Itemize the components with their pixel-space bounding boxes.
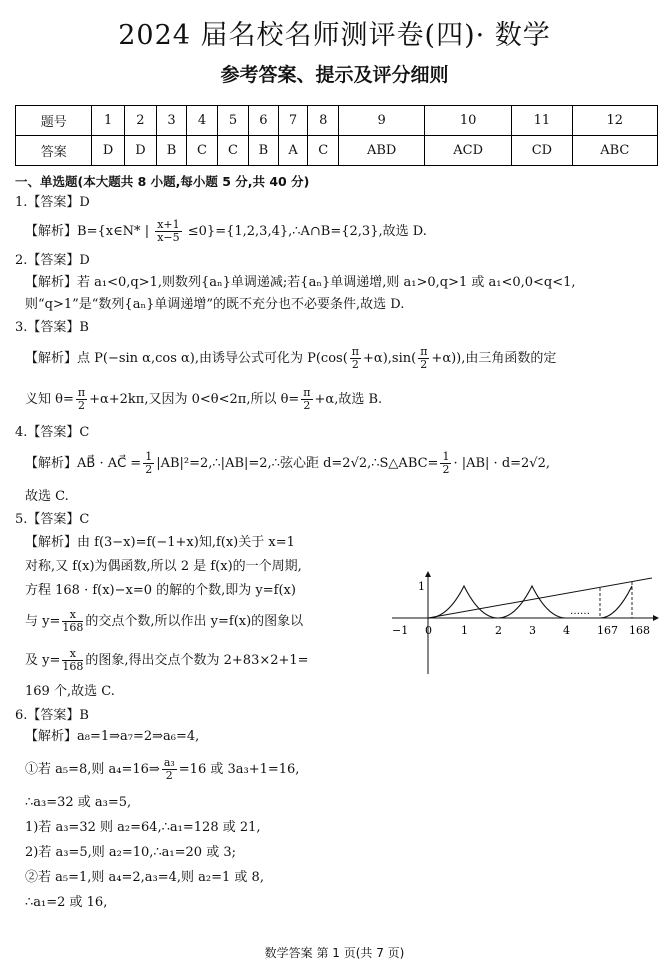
- q3-frac-1-num: π: [351, 345, 360, 358]
- answer-cell: ABC: [572, 136, 657, 166]
- q4-frac-1-den: 2: [145, 463, 153, 476]
- q6-line7: ∴a₁=2 或 16,: [25, 895, 108, 910]
- q3-frac-4-den: 2: [303, 399, 311, 412]
- f-curve-arcs: [428, 586, 632, 618]
- q1-frac-den: x−5: [157, 231, 180, 244]
- page-footer: 数学答案 第 1 页(共 7 页): [264, 946, 405, 960]
- q5-line6: 169 个,故选 C.: [25, 684, 115, 699]
- question-number-cell: 3: [157, 106, 187, 136]
- q4-l1a: 【解析】AB⃗ · AC⃗ =: [25, 456, 142, 471]
- q2-line2: 则“q>1”是“数列{aₙ}单调递增”的既不充分也不必要条件,故选 D.: [25, 297, 405, 312]
- q5-line3: 方程 168 · f(x)−x=0 的解的个数,即为 y=f(x): [25, 583, 296, 598]
- question-number-cell: 11: [512, 106, 572, 136]
- q6-frac: [162, 757, 177, 782]
- x-tick-label: 4: [563, 624, 570, 637]
- q3-l1c: +α)),由三角函数的定: [431, 351, 557, 366]
- q2-line1: 【解析】若 a₁<0,q>1,则数列{aₙ}单调递减;若{aₙ}单调递增,则 a₁>0,q>1 或 a₁<0,0<q<1,: [25, 275, 576, 290]
- q5-l5b: 的图象,得出交点个数为 2+83×2+1=: [85, 653, 309, 668]
- page-title: 2024 届名校名师测评卷(四)· 数学: [118, 20, 551, 51]
- page-subtitle: 参考答案、提示及评分细则: [220, 64, 449, 86]
- answer-table-number-row: [16, 106, 658, 136]
- q6-line5: 2)若 a₃=5,则 a₂=10,∴a₁=20 或 3;: [25, 845, 236, 860]
- answer-cell: ABD: [339, 136, 425, 166]
- answer-cell: CD: [512, 136, 572, 166]
- answer-cell: C: [308, 136, 339, 166]
- q1-tag: 【解析】: [25, 224, 78, 239]
- answer-cell: D: [92, 136, 124, 166]
- q5-line5: [25, 648, 385, 673]
- dots-ellipsis: ……: [570, 606, 590, 617]
- q5-frac-2-den: 168: [62, 660, 84, 673]
- x-tick-label: 2: [495, 624, 502, 637]
- answer-cell: ACD: [425, 136, 512, 166]
- q3-line2: [15, 387, 660, 412]
- q4-line2: 故选 C.: [25, 489, 69, 504]
- q3-frac-3: [76, 387, 87, 412]
- answer-cell: C: [217, 136, 248, 166]
- q4-frac-2-den: 2: [442, 463, 450, 476]
- x-tick-label: −1: [392, 624, 409, 637]
- question-number-cell: 2: [124, 106, 156, 136]
- answer-cell: B: [248, 136, 278, 166]
- q3-frac-1: [350, 346, 361, 371]
- q3-frac-3-num: π: [77, 386, 86, 399]
- question-number-cell: 10: [425, 106, 512, 136]
- answer-table-answer-row: [16, 136, 658, 166]
- x-tick-label: 3: [529, 624, 536, 637]
- line-y-x-over-168: [428, 578, 652, 618]
- q5-line2: 对称,又 f(x)为偶函数,所以 2 是 f(x)的一个周期,: [25, 559, 302, 574]
- q6-l2a: ①若 a₅=8,则 a₄=16⇒: [25, 762, 160, 777]
- q4-answer: 4.【答案】C: [15, 425, 90, 440]
- question-number-cell: 12: [572, 106, 657, 136]
- q3-frac-4: [301, 387, 312, 412]
- q4-line1: [15, 451, 660, 476]
- q3-frac-2-num: π: [420, 345, 428, 358]
- question-number-cell: 6: [248, 106, 278, 136]
- q3-l1a: 【解析】点 P(−sin α,cos α),由诱导公式可化为 P(cos(: [25, 351, 348, 366]
- q1-text-a: B={x∈N* |: [77, 224, 154, 239]
- q5-line4: [25, 609, 385, 634]
- q4-l1c: · |AB| · d=2√2,: [453, 456, 550, 471]
- q4-frac-2: [440, 451, 451, 476]
- answer-cell: C: [186, 136, 217, 166]
- q6-line1: 【解析】a₈=1⇒a₇=2⇒a₆=4,: [25, 729, 200, 744]
- q5-frac-1: [62, 609, 83, 634]
- question-number-cell: 4: [186, 106, 217, 136]
- q3-l2b: +α+2kπ,又因为 0<θ<2π,所以 θ=: [89, 392, 300, 407]
- q3-l2c: +α,故选 B.: [314, 392, 383, 407]
- q5-l5a: 及 y=: [25, 653, 61, 668]
- solutions-body: [15, 173, 660, 911]
- q4-frac-1-num: 1: [145, 450, 153, 463]
- q6-answer: 6.【答案】B: [15, 708, 89, 723]
- q1-frac-num: x+1: [157, 218, 180, 231]
- q6-frac-num: a₃: [163, 756, 175, 769]
- q3-l1b: +α),sin(: [363, 351, 417, 366]
- q6-line2: [15, 757, 660, 782]
- q2-answer: 2.【答案】D: [15, 253, 90, 268]
- question-number-cell: 8: [308, 106, 339, 136]
- q5-frac-1-den: 168: [62, 621, 84, 634]
- q3-frac-2-den: 2: [420, 358, 428, 371]
- q4-l1b: |AB|²=2,∴|AB|=2,∴弦心距 d=2√2,∴S△ABC=: [156, 456, 439, 471]
- question-number-cell: 7: [278, 106, 307, 136]
- q1-fraction: [155, 219, 181, 244]
- x-tick-label: 167: [597, 624, 618, 637]
- q4-frac-2-num: 1: [442, 450, 450, 463]
- x-tick-label: 0: [425, 624, 432, 637]
- q1-answer: 1.【答案】D: [15, 195, 90, 210]
- q3-line1: [15, 346, 660, 371]
- q3-frac-1-den: 2: [351, 358, 359, 371]
- q1-analysis: [15, 219, 660, 244]
- answer-cell: D: [124, 136, 156, 166]
- q3-frac-3-den: 2: [77, 399, 85, 412]
- q6-line3: ∴a₃=32 或 a₃=5,: [25, 795, 132, 810]
- answer-table: [15, 105, 658, 166]
- q6-line6: ②若 a₅=1,则 a₄=2,a₃=4,则 a₂=1 或 8,: [25, 870, 264, 885]
- y-tick-1: 1: [418, 580, 425, 593]
- question-number-cell: 5: [217, 106, 248, 136]
- q6-line4: 1)若 a₃=32 则 a₂=64,∴a₁=128 或 21,: [25, 820, 261, 835]
- x-tick-labels: [392, 624, 650, 637]
- q5-analysis: [15, 534, 385, 700]
- q5-function-graph: [388, 570, 660, 678]
- question-number-cell: 9: [339, 106, 425, 136]
- answer-cell: A: [278, 136, 307, 166]
- x-tick-label: 168: [629, 624, 650, 637]
- q3-frac-4-num: π: [303, 386, 311, 399]
- q6-l2b: =16 或 3a₃+1=16,: [178, 762, 300, 777]
- q5-l4a: 与 y=: [25, 614, 61, 629]
- answer-cell: B: [157, 136, 187, 166]
- row-label-answer: 答案: [16, 136, 92, 166]
- q5-answer: 5.【答案】C: [15, 512, 90, 527]
- q5-frac-2-num: x: [62, 648, 83, 661]
- q3-answer: 3.【答案】B: [15, 320, 89, 335]
- q3-l2a: 义知 θ=: [25, 392, 74, 407]
- q6-frac-den: 2: [165, 769, 173, 782]
- q1-text-b: ≤0}={1,2,3,4},∴A∩B={2,3},故选 D.: [183, 224, 427, 239]
- q5-frac-2: [62, 648, 83, 673]
- x-tick-label: 1: [461, 624, 468, 637]
- section-heading: 一、单选题(本大题共 8 小题,每小题 5 分,共 40 分): [15, 174, 310, 189]
- q5-line1: 【解析】由 f(3−x)=f(−1+x)知,f(x)关于 x=1: [25, 535, 295, 550]
- q3-frac-2: [418, 346, 429, 371]
- q5-frac-1-num: x: [62, 609, 83, 622]
- row-label-number: 题号: [16, 106, 92, 136]
- question-number-cell: 1: [92, 106, 124, 136]
- q4-frac-1: [143, 451, 154, 476]
- q5-l4b: 的交点个数,所以作出 y=f(x)的图象以: [85, 614, 304, 629]
